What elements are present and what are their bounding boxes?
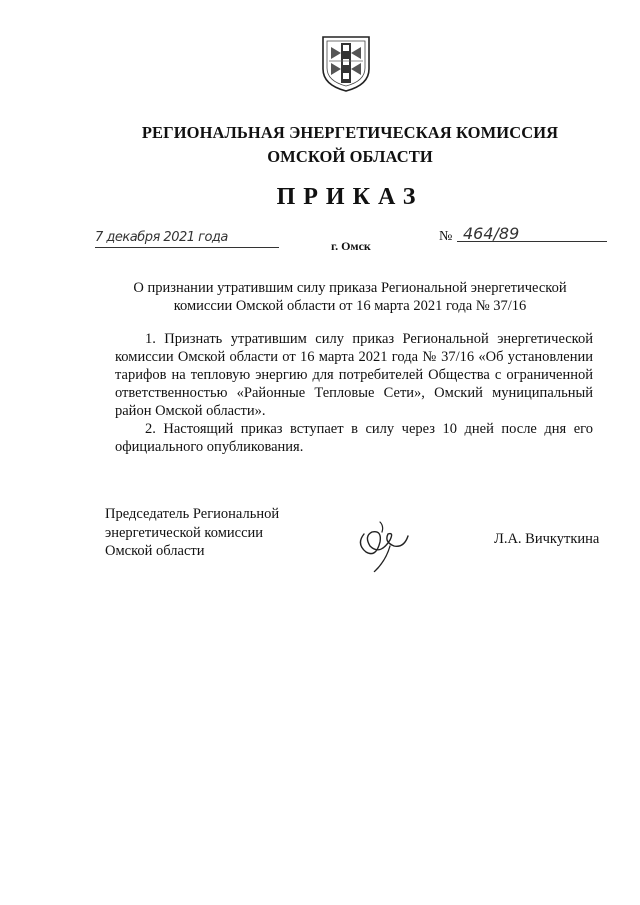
- organization-title-line1: РЕГИОНАЛЬНАЯ ЭНЕРГЕТИЧЕСКАЯ КОМИССИЯ: [141, 123, 559, 142]
- signature-icon: [350, 512, 420, 577]
- signer-position-line1: Председатель Региональной: [105, 506, 280, 522]
- organization-title: [60, 121, 640, 169]
- date-underline: [95, 247, 279, 248]
- signer-position-line2: энергетической комиссии: [105, 524, 264, 541]
- number-handwritten: 464/89: [463, 224, 520, 243]
- body-paragraph-1: 1. Признать утратившим силу приказ Региональной энергетической комиссии Омской области от 16 марта 2021 года № 37/16 «Об установлении тарифов на тепловую энергию для потребителей Общества с ограниченной ответственностью «Районные Тепловые Сети», Омский муниципальный район Омской области».: [115, 331, 593, 419]
- date-handwritten: 7 декабря 2021 года: [95, 230, 228, 245]
- document-subject: [110, 279, 590, 315]
- number-underline: [457, 241, 607, 242]
- city-label: г. Омск: [331, 239, 371, 253]
- document-body: [115, 330, 593, 456]
- signer-position: [105, 505, 279, 561]
- signer-name: Л.А. Вичкуткина: [494, 531, 600, 547]
- organization-title-line2: ОМСКОЙ ОБЛАСТИ: [267, 147, 433, 166]
- subject-line2: комиссии Омской области от 16 марта 2021 года № 37/16: [173, 298, 527, 314]
- number-sign: №: [439, 229, 453, 244]
- body-paragraph-2: 2. Настоящий приказ вступает в силу через 10 дней после дня его официального опубликования.: [115, 421, 593, 455]
- date-field: [95, 230, 279, 252]
- number-field: [439, 224, 607, 246]
- signer-position-line3: Омской области: [105, 543, 205, 559]
- coat-of-arms-icon: [319, 33, 373, 93]
- subject-line1: О признании утратившим силу приказа Региональной энергетической: [133, 280, 567, 296]
- document-type-title: ПРИКАЗ: [276, 184, 424, 210]
